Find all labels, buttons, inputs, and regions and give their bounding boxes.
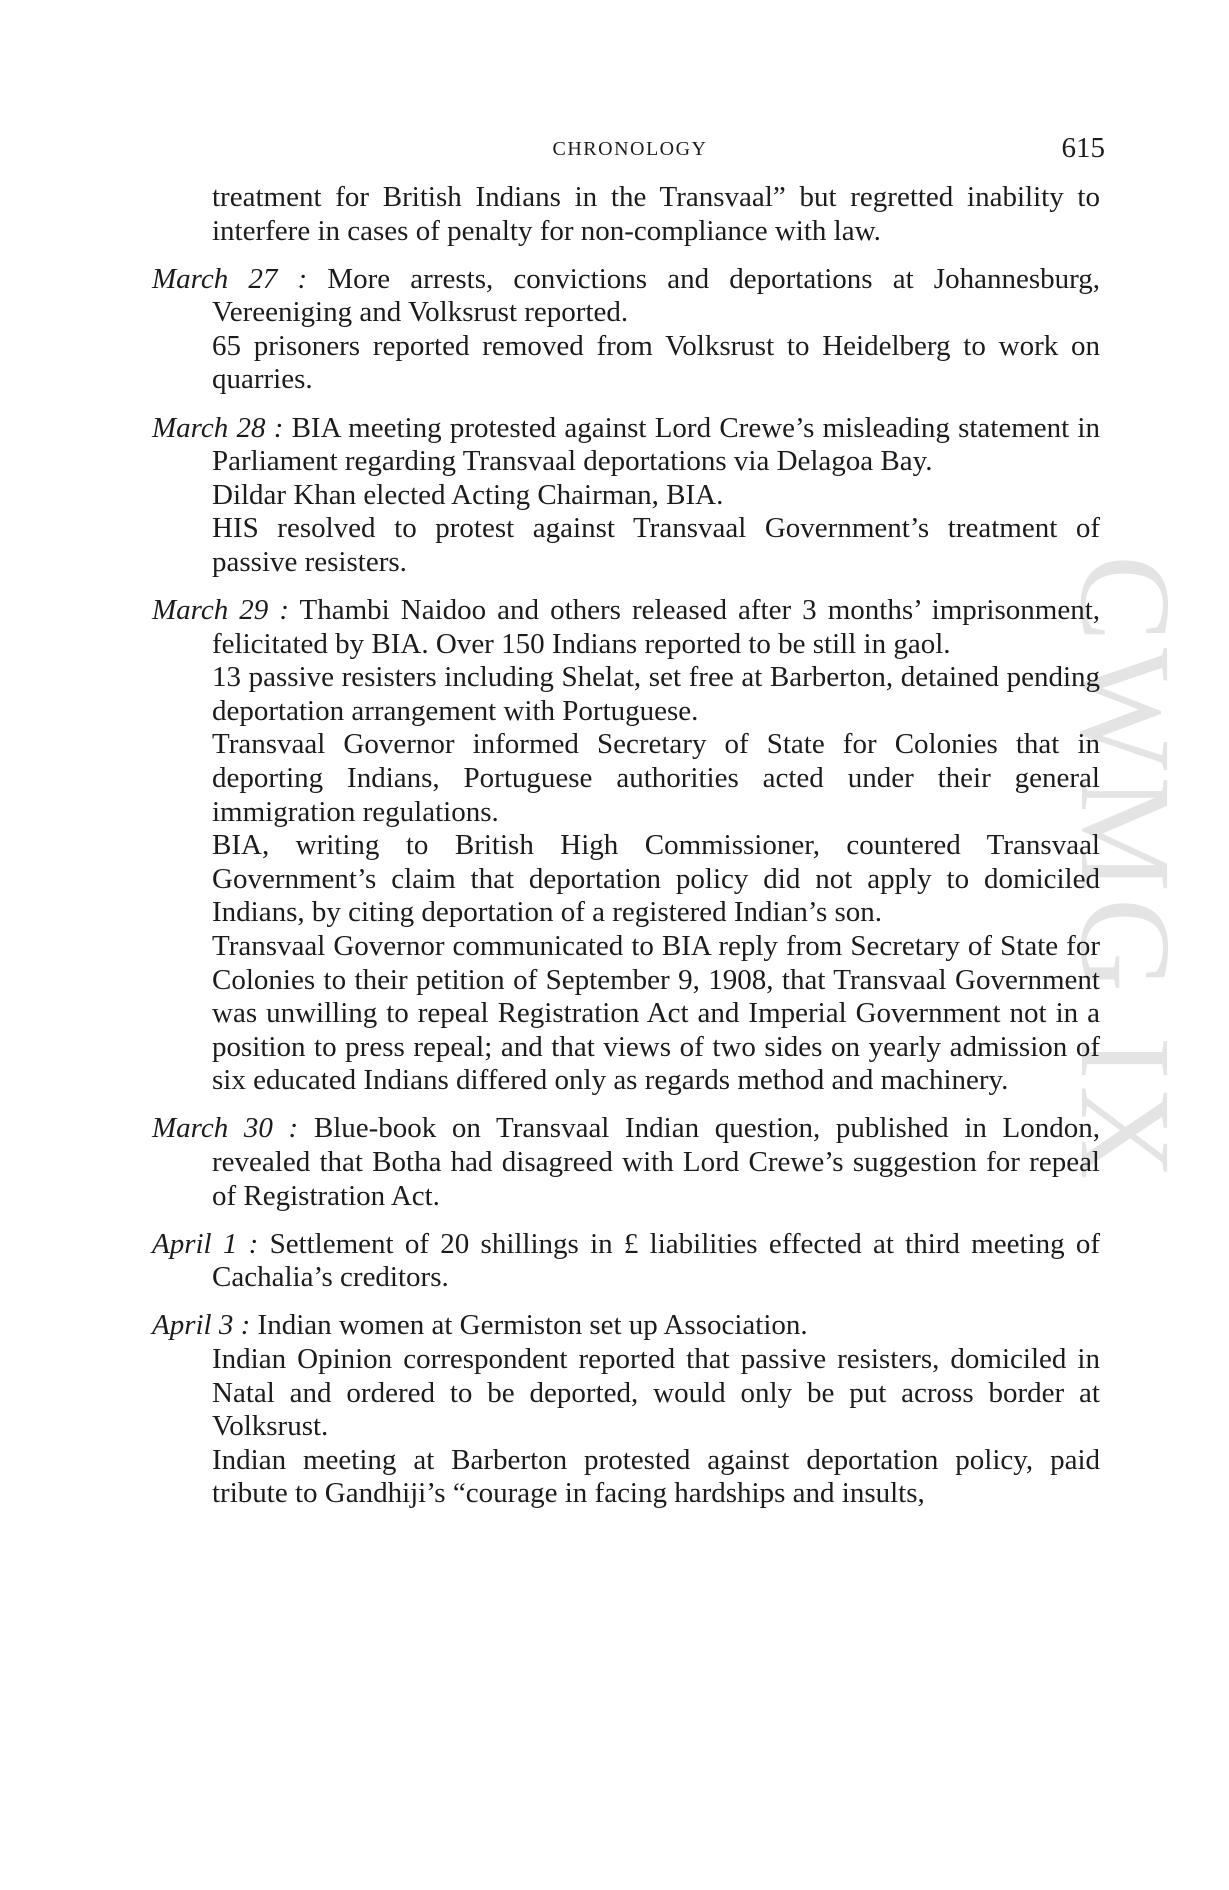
entry-first-paragraph xyxy=(152,263,1100,330)
entry-paragraph: Transvaal Governor communicated to BIA reply from Secretary of State for Colonies to their petition of September 9, 1908, that Transvaal Government was unwilling to repeal Registration Act and Imperial Government not in a position to press repeal; and that views of two sides on yearly admission of six educated Indians differed only as regards method and machinery. xyxy=(212,929,1100,1097)
entry-date: March 28 : xyxy=(152,411,284,444)
entry-first-paragraph xyxy=(152,594,1100,661)
entry-text: Thambi Naidoo and others released after 3 months’ imprisonment, felicitated by BIA. Over 150 Indians reported to be still in gaol. xyxy=(212,594,1101,660)
entry-paragraph: Transvaal Governor informed Secretary of State for Colonies that in deporting Indians, Portuguese authorities acted under their general immigration regulations. xyxy=(212,728,1100,828)
entry-paragraph: Indian meeting at Barberton protested against deportation policy, paid tribute to Gandhiji’s “courage in facing hardships and insults, xyxy=(212,1443,1100,1510)
entry-first-paragraph xyxy=(152,1112,1100,1213)
entry-paragraph: Dildar Khan elected Acting Chairman, BIA. xyxy=(212,478,724,511)
entry-first-paragraph xyxy=(152,412,1100,479)
chronology-entry xyxy=(152,263,1100,397)
entry-date: April 3 : xyxy=(152,1309,251,1342)
entry-text: BIA meeting protested against Lord Crewe’s misleading statement in Parliament regarding Transvaal deportations via Delagoa Bay. xyxy=(212,411,1100,478)
entry-paragraph: BIA, writing to British High Commissioner, countered Transvaal Government’s claim that deportation policy did not apply to domiciled Indians, by citing deportation of a registered Indian’s son. xyxy=(212,829,1100,929)
entry-date: April 1 : xyxy=(152,1227,259,1260)
entry-date: March 29 : xyxy=(152,594,289,627)
entry-text: More arrests, convictions and deportations at Johannesburg, Vereeniging and Volksrust reported. xyxy=(212,262,1101,329)
chronology-entry xyxy=(152,1309,1100,1511)
watermark-text: CWMG IX xyxy=(1053,555,1197,1186)
running-head xyxy=(155,132,1105,168)
running-head-title: CHRONOLOGY xyxy=(552,138,708,160)
entry-text: Blue-book on Transvaal Indian question, published in London, revealed that Botha had disagreed with Lord Crewe’s suggestion for repeal of Registration Act. xyxy=(212,1112,1101,1212)
entry-paragraph: treatment for British Indians in the Transvaal” but regretted inability to interfere in cases of penalty for non-compliance with law. xyxy=(212,181,1100,247)
entry-paragraph: HIS resolved to protest against Transvaal Government’s treatment of passive resisters. xyxy=(212,512,1100,578)
page-number: 615 xyxy=(1061,132,1105,164)
entry-paragraph: 13 passive resisters including Shelat, set free at Barberton, detained pending deportation arrangement with Portuguese. xyxy=(212,661,1100,727)
entry-text: Settlement of 20 shillings in £ liabilities effected at third meeting of Cachalia’s creditors. xyxy=(212,1227,1101,1294)
chronology-entry xyxy=(152,412,1100,580)
entry-date: March 27 : xyxy=(152,262,308,295)
chronology-entry xyxy=(152,1228,1100,1295)
chronology-entry xyxy=(152,1112,1100,1213)
entry-paragraph: 65 prisoners reported removed from Volksrust to Heidelberg to work on quarries. xyxy=(212,329,1100,396)
chronology-body xyxy=(152,181,1100,1525)
chronology-entry xyxy=(152,594,1100,1098)
entry-first-paragraph xyxy=(152,1309,1100,1343)
entry-paragraph: Indian Opinion correspondent reported that passive resisters, domiciled in Natal and ordered to be deported, would only be put across border at Volksrust. xyxy=(212,1343,1100,1443)
entry-first-paragraph xyxy=(152,1228,1100,1295)
chronology-entry xyxy=(152,181,1100,248)
entry-date: March 30 : xyxy=(152,1112,299,1145)
entry-text: Indian women at Germiston set up Association. xyxy=(257,1309,808,1342)
